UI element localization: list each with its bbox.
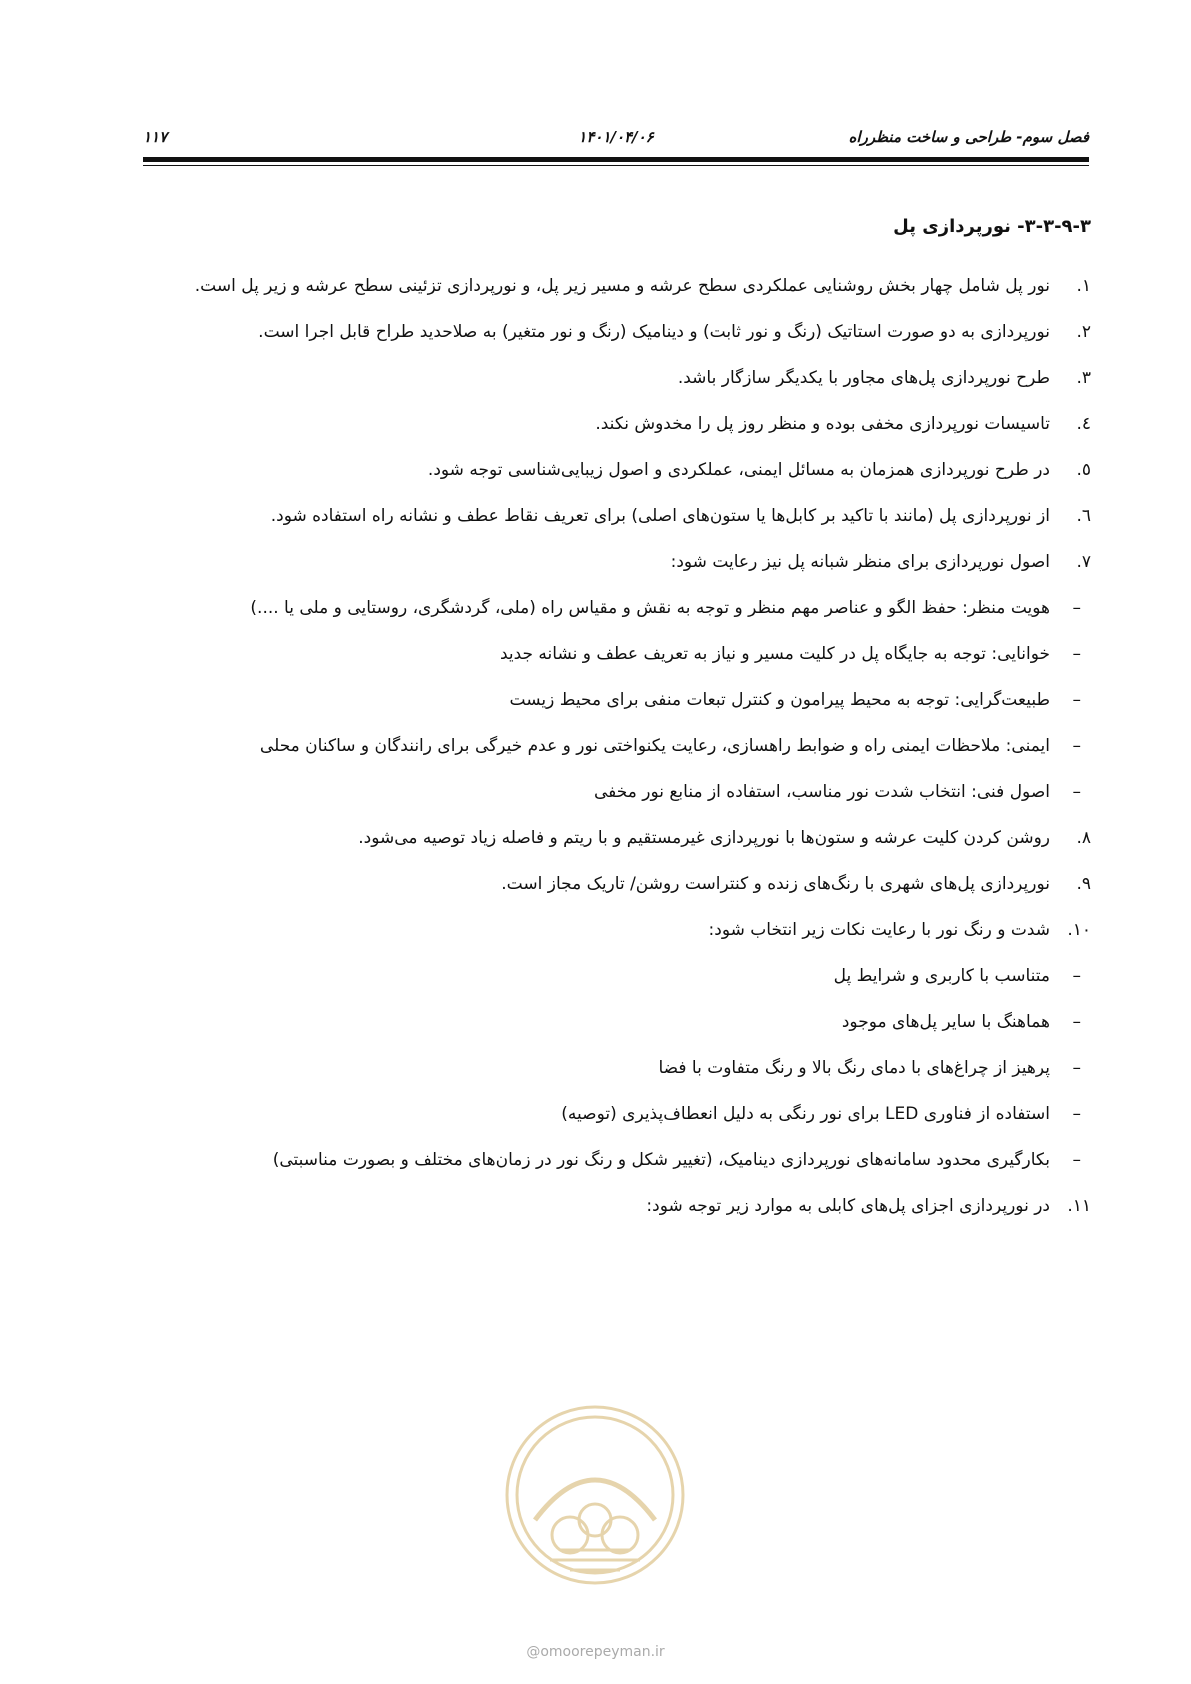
sub-item-text: متناسب با کاربری و شرایط پل <box>833 966 1050 986</box>
sub-item-text: خوانایی: توجه به جایگاه پل در کلیت مسیر و نیاز به تعریف عطف و نشانه جدید <box>499 644 1050 664</box>
dash-bullet: – <box>1072 690 1081 710</box>
item-number: ۸. <box>1076 828 1091 848</box>
dash-bullet: – <box>1072 1012 1081 1032</box>
sub-item-text: بکارگیری محدود سامانه‌های نورپردازی دینامیک، (تغییر شکل و رنگ نور در زمان‌های مختلف و بصورت مناسبتی) <box>272 1150 1050 1170</box>
item-text: طرح نورپردازی پل‌های مجاور با یکدیگر سازگار باشد. <box>677 368 1050 388</box>
sub-list-item <box>133 723 1091 769</box>
item-text: تاسیسات نورپردازی مخفی بوده و منظر روز پل را مخدوش نکند. <box>595 414 1050 434</box>
list-item <box>133 309 1091 355</box>
sub-list-item <box>133 999 1091 1045</box>
list-item <box>133 861 1091 907</box>
sub-item-text: طبیعت‌گرایی: توجه به محیط پیرامون و کنترل تبعات منفی برای محیط زیست <box>509 690 1050 710</box>
header-rule-thick <box>143 157 1089 162</box>
item-text: نورپردازی پل‌های شهری با رنگ‌های زنده و کنتراست روشن/ تاریک مجاز است. <box>501 874 1050 894</box>
item-number: ۲. <box>1076 322 1091 342</box>
dash-bullet: – <box>1072 1058 1081 1078</box>
list-item <box>133 493 1091 539</box>
item-number: ۱۰. <box>1067 920 1091 940</box>
item-text: نور پل شامل چهار بخش روشنایی عملکردی سطح عرشه و مسیر زیر پل، و نورپردازی تزئینی سطح عرشه و زیر پل است. <box>194 276 1050 296</box>
item-text: نورپردازی به دو صورت استاتیک (رنگ و نور ثابت) و دینامیک (رنگ و نور متغیر) به صلاحدید طراح قابل اجرا است. <box>258 322 1050 342</box>
sub-item-text: اصول فنی: انتخاب شدت نور مناسب، استفاده از منابع نور مخفی <box>593 782 1050 802</box>
item-number: ٦. <box>1076 506 1091 526</box>
sub-list-item <box>133 677 1091 723</box>
sub-item-text: هویت منظر: حفظ الگو و عناصر مهم منظر و توجه به نقش و مقیاس راه (ملی، گردشگری، روستایی و ملی یا ....) <box>250 598 1050 618</box>
dash-bullet: – <box>1072 644 1081 664</box>
item-number: ۳. <box>1076 368 1091 388</box>
item-number: ۱. <box>1076 276 1091 296</box>
list-item <box>133 355 1091 401</box>
item-number: ٤. <box>1076 414 1091 434</box>
item-number: ٥. <box>1076 460 1091 480</box>
section-heading: ۳-۳-۹-۳- نورپردازی پل <box>893 216 1091 237</box>
list-item <box>133 815 1091 861</box>
sub-item-text: استفاده از فناوری LED برای نور رنگی به دلیل انعطاف‌پذیری (توصیه) <box>561 1104 1050 1124</box>
sub-list-item <box>133 631 1091 677</box>
list-item <box>133 401 1091 447</box>
item-number: ٧. <box>1076 552 1091 572</box>
sub-list-item <box>133 1137 1091 1183</box>
page-header <box>143 128 1089 150</box>
dash-bullet: – <box>1072 598 1081 618</box>
sub-list-item <box>133 1091 1091 1137</box>
item-text: از نورپردازی پل (مانند با تاکید بر کابل‌ها یا ستون‌های اصلی) برای تعریف نقاط عطف و نشانه راه استفاده شود. <box>270 506 1050 526</box>
list-item <box>133 263 1091 309</box>
sub-list-item <box>133 585 1091 631</box>
item-text: اصول نورپردازی برای منظر شبانه پل نیز رعایت شود: <box>670 552 1050 572</box>
sub-list-item <box>133 769 1091 815</box>
sub-list-item <box>133 953 1091 999</box>
watermark-stamp-logo <box>500 1400 690 1590</box>
sub-item-text: هماهنگ با سایر پل‌های موجود <box>841 1012 1050 1032</box>
dash-bullet: – <box>1072 736 1081 756</box>
dash-bullet: – <box>1072 1150 1081 1170</box>
sub-list-item <box>133 1045 1091 1091</box>
item-text: روشن کردن کلیت عرشه و ستون‌ها با نورپردازی غیرمستقیم و با ریتم و فاصله زیاد توصیه می‌شود. <box>358 828 1050 848</box>
item-number: ۱۱. <box>1067 1196 1091 1216</box>
list-item <box>133 539 1091 585</box>
item-text: در طرح نورپردازی همزمان به مسائل ایمنی، عملکردی و اصول زیبایی‌شناسی توجه شود. <box>427 460 1050 480</box>
list-item <box>133 447 1091 493</box>
item-number: ۹. <box>1076 874 1091 894</box>
dash-bullet: – <box>1072 1104 1081 1124</box>
chapter-title: فصل سوم- طراحی و ساخت منظرراه <box>848 128 1089 146</box>
dash-bullet: – <box>1072 782 1081 802</box>
item-text: شدت و رنگ نور با رعایت نکات زیر انتخاب شود: <box>708 920 1050 940</box>
watermark-website: @omoorepeyman.ir <box>526 1644 665 1660</box>
list-item <box>133 907 1091 953</box>
dash-bullet: – <box>1072 966 1081 986</box>
header-rule-thin <box>143 165 1089 166</box>
header-date: ۱۴۰۱/۰۴/۰۶ <box>578 128 654 146</box>
document-body <box>133 263 1091 1229</box>
list-item <box>133 1183 1091 1229</box>
item-text: در نورپردازی اجزای پل‌های کابلی به موارد زیر توجه شود: <box>646 1196 1050 1216</box>
sub-item-text: ایمنی: ملاحظات ایمنی راه و ضوابط راهسازی، رعایت یکنواختی نور و عدم خیرگی برای رانندگان و ساکنان محلی <box>259 736 1050 756</box>
page-number: ۱۱۷ <box>143 128 168 146</box>
sub-item-text: پرهیز از چراغ‌های با دمای رنگ بالا و رنگ متفاوت با فضا <box>658 1058 1050 1078</box>
